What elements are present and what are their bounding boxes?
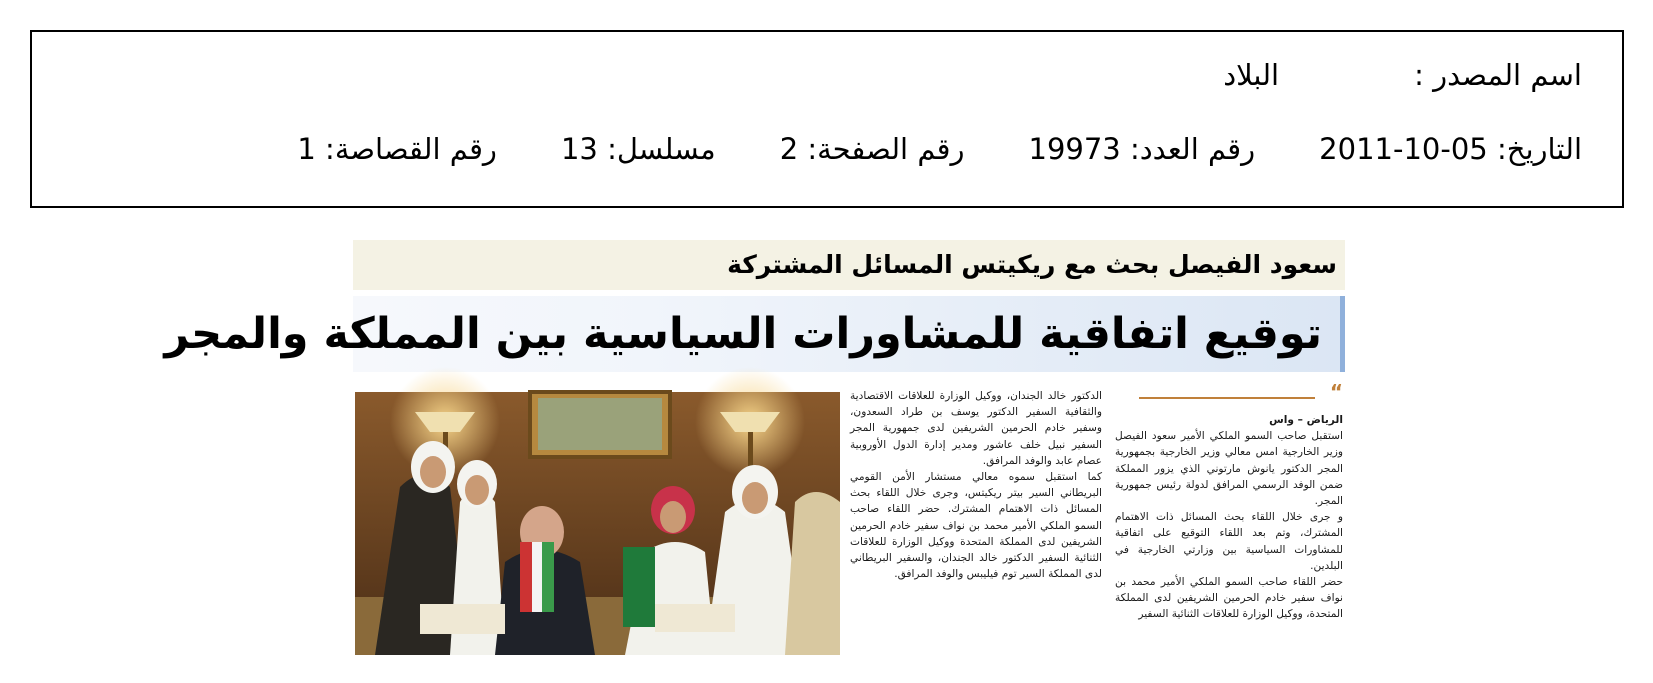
article-headline: توقيع اتفاقية للمشاورات السياسية بين المملكة والمجر xyxy=(353,296,1345,372)
signing-ceremony-photo xyxy=(355,392,840,655)
paragraph: حضر اللقاء صاحب السمو الملكي الأمير محمد بن نواف سفير خادم الحرمين الشريفين لدى المملكة المتحدة، ووكيل الوزارة للعلاقات الثنائية السفير xyxy=(1115,576,1343,621)
newspaper-clipping xyxy=(164,240,1345,655)
source-row xyxy=(1223,58,1582,92)
quote-rule xyxy=(1115,380,1343,406)
clip-metadata-box xyxy=(30,30,1624,208)
clip-number-field: رقم القصاصة: 1 xyxy=(297,132,497,166)
paragraph: كما استقبل سموه معالي مستشار الأمن القومي البريطاني السير بيتر ريكيتس، وجرى خلال اللقاء بحث المسائل ذات الاهتمام المشترك. حضر اللقاء صاحب السمو الملكي الأمير محمد بن نواف سفير خادم الحرمين الشريفين لدى المملكة المتحدة ووكيل الوزارة للعلاقات الثنائية السفير الدكتور خالد الجندان، والسفير البريطاني لدى المملكة السير توم فيليبس والوفد المرافق. xyxy=(850,471,1102,581)
source-label: اسم المصدر : xyxy=(1414,58,1582,92)
paragraph: استقبل صاحب السمو الملكي الأمير سعود الفيصل وزير الخارجية امس معالي وزير الخارجية بجمهورية المجر الدكتور يانوش مارتوني الذي يزور المملكة ضمن الوفد الرسمي المرافق لدولة رئيس جمهورية المجر. xyxy=(1115,430,1343,508)
source-value: البلاد xyxy=(1223,58,1280,92)
quote-mark: “ xyxy=(1329,380,1343,404)
page-field: رقم الصفحة: 2 xyxy=(779,132,965,166)
details-row xyxy=(297,132,1582,166)
article-kicker: سعود الفيصل بحث مع ريكيتس المسائل المشتركة xyxy=(353,240,1345,290)
article-column-middle xyxy=(850,388,1102,653)
dateline: الرياض – واس xyxy=(1269,414,1343,426)
paragraph: الدكتور خالد الجندان، ووكيل الوزارة للعلاقات الاقتصادية والثقافية السفير الدكتور يوسف بن طراد السعدون، وسفير خادم الحرمين الشريفين لدى جمهورية المجر السفير نبيل خلف عاشور ومدير إدارة الدول الأوروبية عصام عابد والوفد المرافق. xyxy=(850,390,1102,467)
date-field: التاريخ: 05-10-2011 xyxy=(1319,132,1582,166)
paragraph: و جرى خلال اللقاء بحث المسائل ذات الاهتمام المشترك، وتم بعد اللقاء التوقيع على اتفاقية للمشاورات السياسية بين وزارتي الخارجية في البلدين. xyxy=(1115,511,1343,572)
serial-field: مسلسل: 13 xyxy=(560,132,716,166)
issue-field: رقم العدد: 19973 xyxy=(1028,132,1256,166)
article-column-right xyxy=(1115,380,1343,653)
